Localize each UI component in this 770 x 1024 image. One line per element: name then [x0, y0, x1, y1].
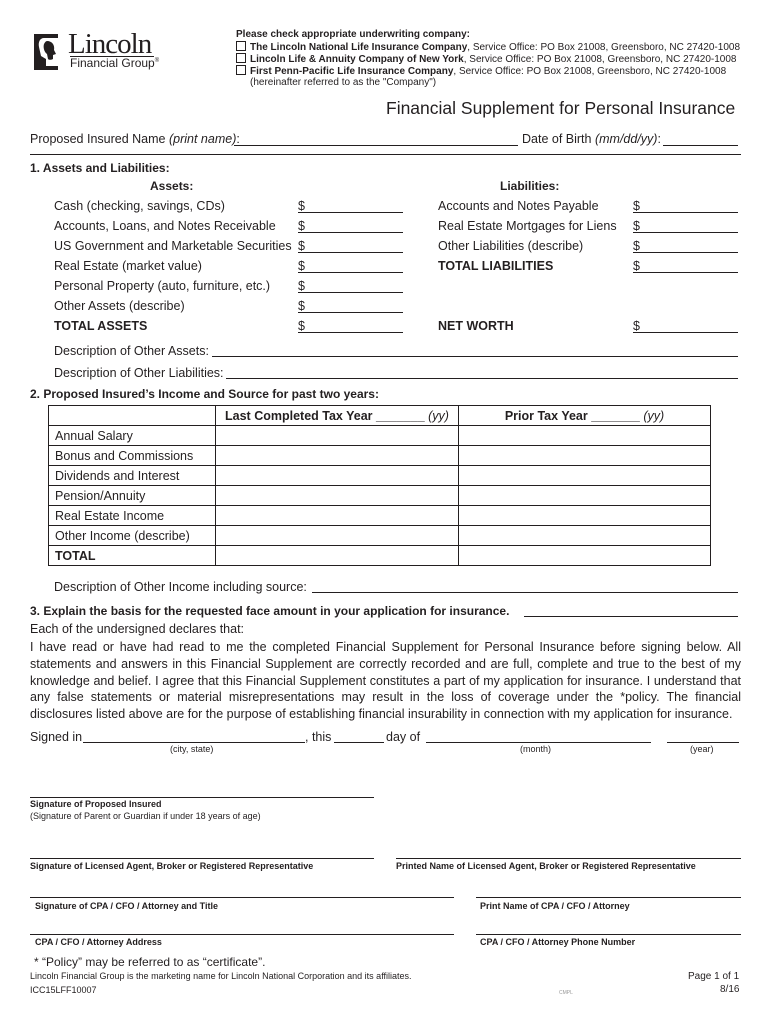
section-divider	[30, 154, 741, 155]
insured-signature-note: (Signature of Parent or Guardian if under 18 years of age)	[30, 811, 261, 821]
income-cell[interactable]	[216, 446, 459, 466]
form-id: ICC15LFF10007	[30, 985, 97, 995]
city-state-caption: (city, state)	[170, 744, 214, 754]
dollar-sign: $	[298, 199, 305, 213]
dollar-sign: $	[298, 299, 305, 313]
company-option-1[interactable]: The Lincoln National Life Insurance Company, Service Office: PO Box 21008, Greensboro, NC 27420-1008	[236, 41, 740, 53]
amount-field[interactable]	[633, 332, 738, 333]
insured-name-field[interactable]	[234, 145, 518, 146]
liabilities-header: Liabilities:	[500, 179, 560, 193]
asset-label: US Government and Marketable Securities	[54, 239, 292, 253]
dollar-sign: $	[633, 199, 640, 213]
income-cell[interactable]	[459, 546, 711, 566]
desc-other-liabilities-label: Description of Other Liabilities:	[54, 366, 224, 380]
dollar-sign: $	[298, 259, 305, 273]
desc-other-assets-field[interactable]	[212, 356, 738, 357]
table-row	[49, 506, 711, 526]
income-cell[interactable]	[216, 486, 459, 506]
desc-other-income-label: Description of Other Income including source:	[54, 580, 307, 594]
income-cell[interactable]	[216, 546, 459, 566]
row-label: Pension/Annuity	[49, 486, 216, 506]
table-row	[49, 426, 711, 446]
underwriting-heading: Please check appropriate underwriting company:	[236, 29, 470, 40]
row-label: Bonus and Commissions	[49, 446, 216, 466]
amount-field[interactable]	[633, 232, 738, 233]
year-caption: (year)	[690, 744, 714, 754]
assets-header: Assets:	[150, 179, 194, 193]
amount-field[interactable]	[298, 232, 403, 233]
hereinafter-note: (hereinafter referred to as the "Company")	[250, 77, 437, 88]
net-worth-label: NET WORTH	[438, 319, 514, 333]
cpa-signature-field[interactable]	[30, 897, 454, 898]
row-label: Real Estate Income	[49, 506, 216, 526]
agent-name-field[interactable]	[396, 858, 741, 859]
logo-name: Lincoln	[68, 28, 152, 60]
company-option-2[interactable]: Lincoln Life & Annuity Company of New York, Service Office: PO Box 21008, Greensboro, NC 27420-1008	[236, 53, 736, 65]
amount-field[interactable]	[298, 212, 403, 213]
company-option-3[interactable]: First Penn-Pacific Life Insurance Company, Service Office: PO Box 21008, Greensboro, NC 27420-1008	[236, 65, 726, 77]
table-row	[49, 486, 711, 506]
total-assets-label: TOTAL ASSETS	[54, 319, 148, 333]
desc-other-liabilities-field[interactable]	[226, 378, 738, 379]
marketing-note: Lincoln Financial Group is the marketing name for Lincoln National Corporation and its affiliates.	[30, 971, 412, 981]
liability-label: Other Liabilities (describe)	[438, 239, 584, 253]
cpa-name-label: Print Name of CPA / CFO / Attorney	[480, 901, 630, 911]
section1-title: 1. Assets and Liabilities:	[30, 161, 170, 175]
col-prior-tax-year[interactable]: Prior Tax Year _______ (yy)	[459, 406, 711, 426]
row-label: TOTAL	[49, 546, 216, 566]
logo-subtitle: Financial Group®	[70, 56, 160, 70]
month-field[interactable]	[426, 742, 651, 743]
cpa-signature-label: Signature of CPA / CFO / Attorney and Title	[35, 901, 219, 911]
insured-signature-label: Signature of Proposed Insured	[30, 799, 162, 809]
table-row	[49, 466, 711, 486]
income-cell[interactable]	[216, 466, 459, 486]
amount-field[interactable]	[298, 252, 403, 253]
agent-signature-field[interactable]	[30, 858, 374, 859]
amount-field[interactable]	[298, 312, 403, 313]
declaration-paragraph: I have read or have had read to me the completed Financial Supplement for Personal Insurance before signing below. All statements and answers in this Financial Supplement are correctly recorded and are full, complete and true to the best of my knowledge and belief. I agree that this Financial Supplement constitutes a part of my application for insurance. I understand that any false statements or material misrepresentations may result in the loss of coverage under the *policy. The financial disclosures listed above are for the purpose of establishing financial insurability in connection with my application for insurance.	[30, 640, 741, 722]
signed-in-label: Signed in	[30, 730, 83, 744]
dob-field[interactable]	[663, 145, 738, 146]
dollar-sign: $	[298, 319, 305, 333]
cpa-address-label: CPA / CFO / Attorney Address	[35, 937, 162, 947]
income-table	[48, 405, 711, 566]
month-caption: (month)	[520, 744, 552, 754]
asset-label: Accounts, Loans, and Notes Receivable	[54, 219, 276, 233]
page-number: Page 1 of 1	[688, 971, 740, 982]
day-field[interactable]	[334, 742, 384, 743]
dollar-sign: $	[633, 239, 640, 253]
table-cell	[49, 406, 216, 426]
cpa-address-field[interactable]	[30, 934, 454, 935]
form-title: Financial Supplement for Personal Insurance	[386, 98, 736, 118]
section3-title: 3. Explain the basis for the requested face amount in your application for insurance.	[30, 604, 510, 618]
income-cell[interactable]	[459, 486, 711, 506]
amount-field[interactable]	[633, 272, 738, 273]
asset-label: Cash (checking, savings, CDs)	[54, 199, 225, 213]
table-row-total	[49, 546, 711, 566]
row-label: Annual Salary	[49, 426, 216, 446]
asset-label: Other Assets (describe)	[54, 299, 185, 313]
table-row	[49, 526, 711, 546]
cpa-phone-label: CPA / CFO / Attorney Phone Number	[480, 937, 636, 947]
policy-footnote: * “Policy” may be referred to as “certificate”.	[34, 955, 266, 969]
form-date: 8/16	[720, 984, 740, 995]
income-cell[interactable]	[459, 426, 711, 446]
agent-name-label: Printed Name of Licensed Agent, Broker or Registered Representative	[396, 861, 696, 871]
total-liabilities-label: TOTAL LIABILITIES	[438, 259, 554, 273]
day-of-label: day of	[386, 730, 421, 744]
logo-divider	[70, 56, 154, 57]
insured-name-label: Proposed Insured Name (print name):	[30, 132, 240, 146]
income-cell[interactable]	[216, 506, 459, 526]
year-field[interactable]	[667, 742, 739, 743]
declares-label: Each of the undersigned declares that:	[30, 622, 245, 636]
face-amount-basis-field[interactable]	[524, 616, 738, 617]
liability-label: Real Estate Mortgages for Liens	[438, 219, 617, 233]
col-last-tax-year[interactable]: Last Completed Tax Year _______ (yy)	[216, 406, 459, 426]
amount-field[interactable]	[298, 292, 403, 293]
income-cell[interactable]	[459, 506, 711, 526]
row-label: Other Income (describe)	[49, 526, 216, 546]
asset-label: Personal Property (auto, furniture, etc.)	[54, 279, 271, 293]
liability-label: Accounts and Notes Payable	[438, 199, 599, 213]
form-code: CMPL	[559, 990, 573, 996]
income-cell[interactable]	[459, 526, 711, 546]
cpa-name-field[interactable]	[476, 897, 741, 898]
income-cell[interactable]	[459, 466, 711, 486]
amount-field[interactable]	[298, 332, 403, 333]
income-cell[interactable]	[459, 446, 711, 466]
amount-field[interactable]	[298, 272, 403, 273]
cpa-phone-field[interactable]	[476, 934, 741, 935]
desc-other-income-field[interactable]	[312, 592, 738, 593]
desc-other-assets-label: Description of Other Assets:	[54, 344, 209, 358]
row-label: Dividends and Interest	[49, 466, 216, 486]
checkbox[interactable]	[236, 53, 246, 63]
this-label: , this	[305, 730, 332, 744]
dollar-sign: $	[633, 219, 640, 233]
dollar-sign: $	[298, 239, 305, 253]
amount-field[interactable]	[633, 212, 738, 213]
dollar-sign: $	[298, 279, 305, 293]
table-row	[49, 446, 711, 466]
agent-signature-label: Signature of Licensed Agent, Broker or Registered Representative	[30, 861, 314, 871]
income-cell[interactable]	[216, 526, 459, 546]
dollar-sign: $	[633, 259, 640, 273]
dob-label: Date of Birth (mm/dd/yy):	[522, 132, 661, 146]
income-cell[interactable]	[216, 426, 459, 446]
checkbox[interactable]	[236, 65, 246, 75]
section2-title: 2. Proposed Insured’s Income and Source for past two years:	[30, 387, 379, 401]
table-header-row	[49, 406, 711, 426]
asset-label: Real Estate (market value)	[54, 259, 202, 273]
dollar-sign: $	[298, 219, 305, 233]
city-state-field[interactable]	[83, 742, 305, 743]
lincoln-profile-logo-icon	[30, 32, 64, 72]
checkbox[interactable]	[236, 41, 246, 51]
insured-signature-field[interactable]	[30, 797, 374, 798]
amount-field[interactable]	[633, 252, 738, 253]
dollar-sign: $	[633, 319, 640, 333]
